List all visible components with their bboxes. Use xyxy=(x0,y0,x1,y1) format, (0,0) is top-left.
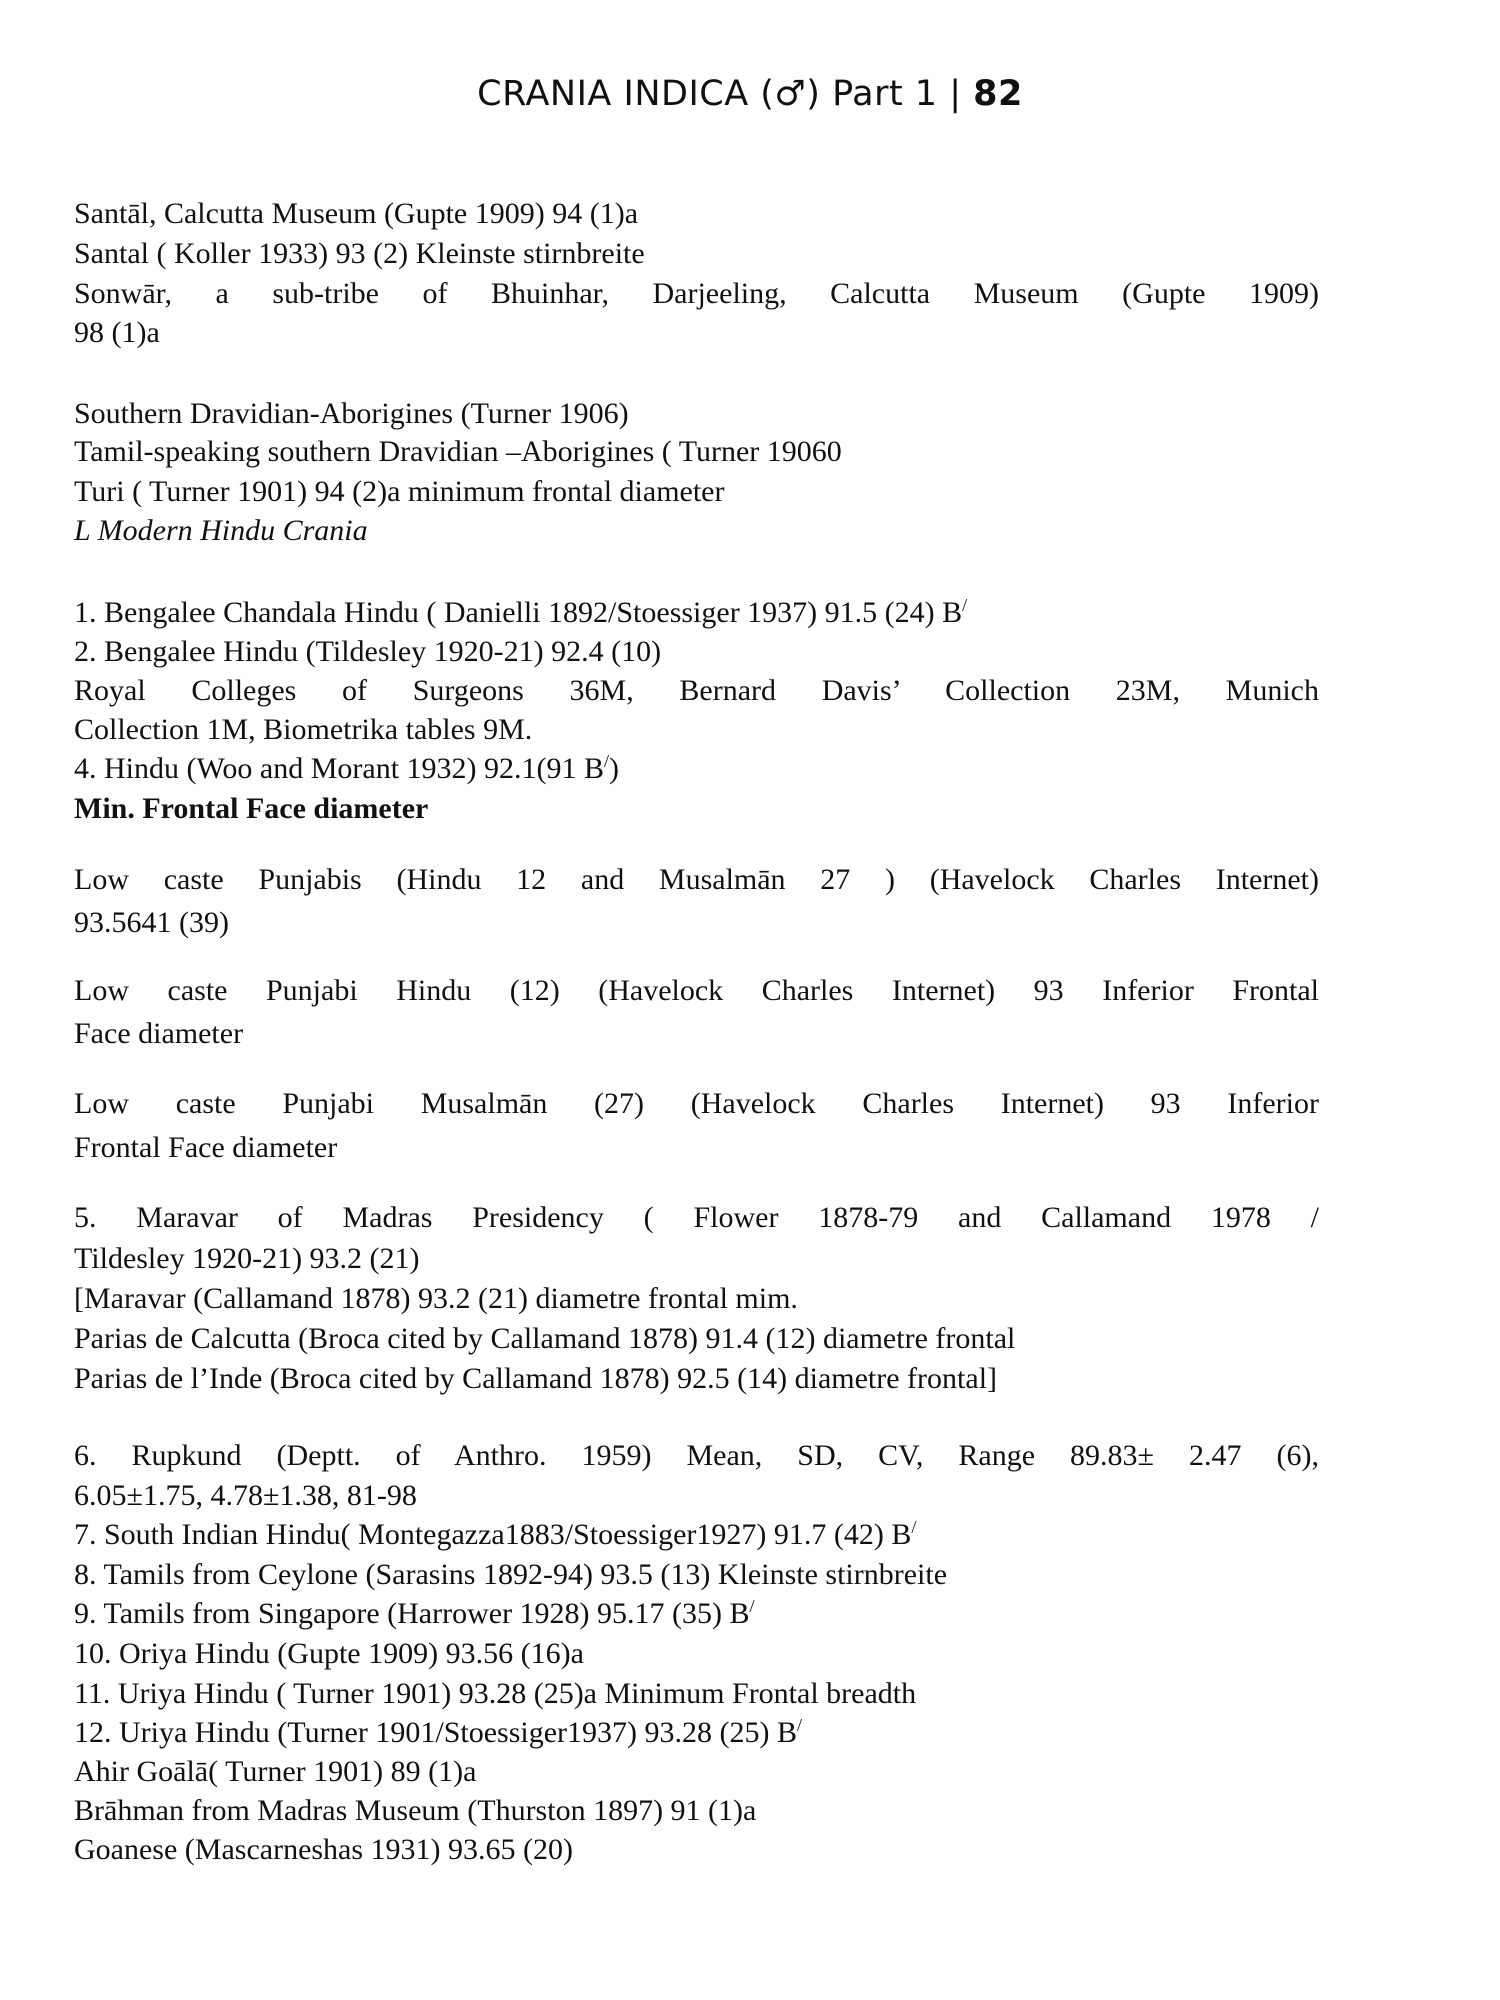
section-heading: L Modern Hindu Crania xyxy=(74,514,368,547)
entry-line: Royal Colleges of Surgeons 36M, Bernard Davis’ Collection 23M, Munich xyxy=(74,674,1319,707)
page-number: 82 xyxy=(973,74,1023,114)
entry-line xyxy=(74,750,619,788)
entry-line: Ahir Goālā( Turner 1901) 89 (1)a xyxy=(74,1755,477,1788)
entry-text: ) xyxy=(609,752,620,785)
entry-line: 8. Tamils from Ceylone (Sarasins 1892-94) 93.5 (13) Kleinste stirnbreite xyxy=(74,1558,948,1591)
entry-line: Santāl, Calcutta Museum (Gupte 1909) 94 (1)a xyxy=(74,197,639,230)
entry-text: 7. South Indian Hindu( Montegazza1883/Stoessiger1927) 91.7 (42) B xyxy=(74,1518,912,1551)
prime-mark: / xyxy=(962,595,968,615)
entry-line: 6. Rupkund (Deptt. of Anthro. 1959) Mean, SD, CV, Range 89.83± 2.47 (6), xyxy=(74,1439,1319,1472)
entry-line xyxy=(74,1595,755,1633)
entry-line: Tamil-speaking southern Dravidian –Aborigines ( Turner 19060 xyxy=(74,435,842,468)
entry-line: Low caste Punjabi Hindu (12) (Havelock Charles Internet) 93 Inferior Frontal xyxy=(74,974,1319,1007)
prime-mark: / xyxy=(749,1596,755,1616)
entry-line: Parias de Calcutta (Broca cited by Callamand 1878) 91.4 (12) diametre frontal xyxy=(74,1322,1016,1355)
entry-text: 9. Tamils from Singapore (Harrower 1928) 95.17 (35) B xyxy=(74,1597,750,1630)
entry-line: Turi ( Turner 1901) 94 (2)a minimum frontal diameter xyxy=(74,475,725,508)
entry-line: Goanese (Mascarneshas 1931) 93.65 (20) xyxy=(74,1833,574,1866)
entry-line: Low caste Punjabis (Hindu 12 and Musalmān 27 ) (Havelock Charles Internet) xyxy=(74,863,1319,896)
entry-line: 11. Uriya Hindu ( Turner 1901) 93.28 (25)a Minimum Frontal breadth xyxy=(74,1677,917,1710)
prime-mark: / xyxy=(911,1517,917,1537)
entry-line: Face diameter xyxy=(74,1017,244,1050)
running-header xyxy=(0,74,1500,114)
entry-line xyxy=(74,594,967,632)
entry-line: Santal ( Koller 1933) 93 (2) Kleinste stirnbreite xyxy=(74,237,645,270)
entry-text: 12. Uriya Hindu (Turner 1901/Stoessiger1937) 93.28 (25) B xyxy=(74,1716,798,1749)
entry-line: 6.05±1.75, 4.78±1.38, 81-98 xyxy=(74,1479,417,1512)
prime-mark: / xyxy=(797,1715,803,1735)
entry-line: 93.5641 (39) xyxy=(74,906,229,939)
entry-line: [Maravar (Callamand 1878) 93.2 (21) diametre frontal mim. xyxy=(74,1282,798,1315)
entry-line: Southern Dravidian-Aborigines (Turner 1906) xyxy=(74,397,629,430)
entry-line: 10. Oriya Hindu (Gupte 1909) 93.56 (16)a xyxy=(74,1637,584,1670)
entry-line: 5. Maravar of Madras Presidency ( Flower 1878-79 and Callamand 1978 / xyxy=(74,1201,1319,1234)
header-title: CRANIA INDICA (♂) Part 1 | xyxy=(477,74,962,114)
entry-line: Brāhman from Madras Museum (Thurston 1897) 91 (1)a xyxy=(74,1794,757,1827)
section-heading: Min. Frontal Face diameter xyxy=(74,792,429,825)
entry-text: 1. Bengalee Chandala Hindu ( Danielli 1892/Stoessiger 1937) 91.5 (24) B xyxy=(74,596,963,629)
prime-mark: / xyxy=(604,751,610,771)
entry-line: Tildesley 1920-21) 93.2 (21) xyxy=(74,1242,420,1275)
entry-line xyxy=(74,1714,802,1752)
entry-line: Frontal Face diameter xyxy=(74,1131,338,1164)
entry-line: Sonwār, a sub-tribe of Bhuinhar, Darjeeling, Calcutta Museum (Gupte 1909) xyxy=(74,277,1319,310)
entry-line: Parias de l’Inde (Broca cited by Callamand 1878) 92.5 (14) diametre frontal] xyxy=(74,1362,998,1395)
entry-line: 98 (1)a xyxy=(74,316,160,349)
entry-line: 2. Bengalee Hindu (Tildesley 1920-21) 92.4 (10) xyxy=(74,635,662,668)
entry-line: Low caste Punjabi Musalmān (27) (Havelock Charles Internet) 93 Inferior xyxy=(74,1087,1319,1120)
entry-text: 4. Hindu (Woo and Morant 1932) 92.1(91 B xyxy=(74,752,605,785)
entry-line: Collection 1M, Biometrika tables 9M. xyxy=(74,713,533,746)
entry-line xyxy=(74,1516,916,1554)
